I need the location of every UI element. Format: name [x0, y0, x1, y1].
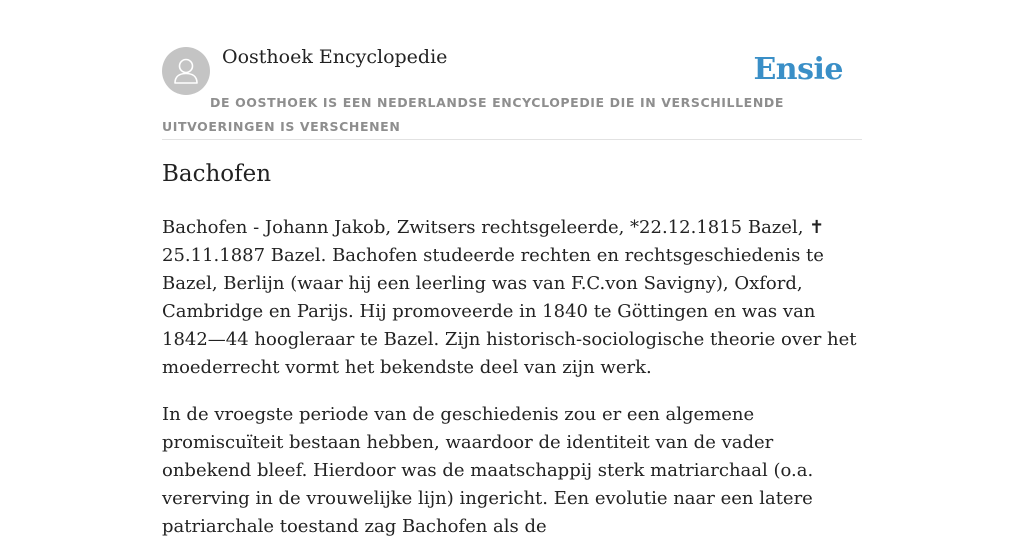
site-header: [162, 40, 862, 140]
article-body: [162, 214, 862, 560]
site-tagline: DE OOSTHOEK IS EEN NEDERLANDSE ENCYCLOPEDIE DIE IN VERSCHILLENDE UITVOERINGEN IS VERSCHENEN: [162, 95, 784, 134]
brand-logo[interactable]: Ensie: [753, 52, 843, 87]
article-paragraph-2: In de vroegste periode van de geschiedenis zou er een algemene promiscuïteit bestaan hebben, waardoor de identiteit van de vader onbekend bleef. Hierdoor was de maatschappij sterk matriarchaal (o.a. vererving in de vrouwelijke lijn) ingericht. Een evolutie naar een latere patriarchale toestand zag Bachofen als de: [162, 404, 814, 537]
article-paragraph-1: Bachofen - Johann Jakob, Zwitsers rechtsgeleerde, *22.12.1815 Bazel, ✝ 25.11.1887 Bazel. Bachofen studeerde rechten en rechtsgeschiedenis te Bazel, Berlijn (waar hij een leerling was van F.C.von Savigny), Oxford, Cambridge en Parijs. Hij promoveerde in 1840 te Göttingen en was van 1842—44 hoogleraar te Bazel. Zijn historisch-sociologische theorie over het moederrecht vormt het bekendste deel van zijn werk.: [162, 217, 857, 378]
user-avatar-icon[interactable]: [162, 47, 210, 95]
site-name[interactable]: Oosthoek Encyclopedie: [222, 46, 448, 68]
user-outline-icon: [162, 47, 210, 95]
article-title: Bachofen: [162, 161, 272, 187]
